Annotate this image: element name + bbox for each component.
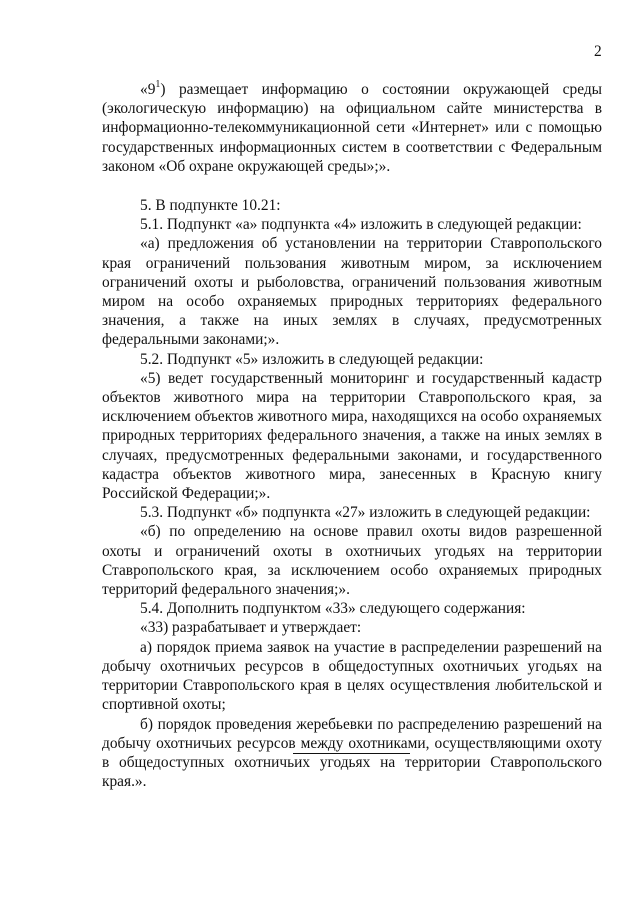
clause-5-4: 5.4. Дополнить подпунктом «33» следующего содержания: bbox=[140, 600, 526, 618]
paragraph-9-1 bbox=[102, 80, 602, 176]
separator-line bbox=[293, 753, 410, 754]
clause-5-2-text: «5) ведет государственный мониторинг и государственный кадастр объектов животного мира на территории Ставропольского края, за исключением объектов животного мира, находящихся на особо охраняемых природных территориях федерального значения, а также на иных землях в случаях, предусмотренных федеральными законами, и государственного кадастра объектов животного мира, занесенных в Красную книгу Российской Федерации;». bbox=[102, 369, 602, 503]
clause-5-3-text: «б) по определению на основе правил охоты видов разрешенной охоты и ограничений охоты в охотничьих угодьях на территории Ставропольского края, за исключением особо охраняемых природных территорий федерального значения;». bbox=[102, 523, 602, 599]
clause-33-b: б) порядок проведения жеребьевки по распределению разрешений на добычу охотничьих ресурсов между охотниками, осуществляющими охоту в общедоступных охотничьих угодьях на территории Ставропольского края.». bbox=[102, 715, 602, 791]
clause-5-3: 5.3. Подпункт «б» подпункта «27» изложить в следующей редакции: bbox=[140, 504, 591, 522]
clause-5-1: 5.1. Подпункт «а» подпункта «4» изложить в следующей редакции: bbox=[140, 216, 582, 234]
paragraph-9-1-start: «9 bbox=[140, 81, 156, 98]
superscript: 1 bbox=[155, 78, 161, 90]
clause-5-2: 5.2. Подпункт «5» изложить в следующей редакции: bbox=[140, 350, 484, 368]
clause-33-a: а) порядок приема заявок на участие в распределении разрешений на добычу охотничьих ресурсов в общедоступных охотничьих угодьях на территории Ставропольского края в целях осуществления любительской и спортивной охоты; bbox=[102, 638, 602, 714]
section-5-heading: 5. В подпункте 10.21: bbox=[140, 197, 281, 215]
clause-5-1-text: «а) предложения об установлении на территории Ставропольского края ограничений пользования животным миром, за исключением ограничений охоты и рыболовства, ограничений пользования животным миром на особо охраняемых природных территориях федерального значения, а также на иных землях в случаях, предусмотренных федеральными законами;». bbox=[102, 235, 602, 349]
page-number: 2 bbox=[594, 43, 602, 60]
document-body bbox=[102, 80, 602, 791]
paragraph-9-1-text: ) размещает информацию о состоянии окружающей среды (экологическую информацию) на официальном сайте министерства в информационно-телекоммуникационной сети «Интернет» или с помощью государственных информационных систем в соответствии с Федеральным законом «Об охране окружающей среды»;». bbox=[102, 81, 602, 175]
clause-33-intro: «33) разрабатывает и утверждает: bbox=[140, 619, 362, 637]
